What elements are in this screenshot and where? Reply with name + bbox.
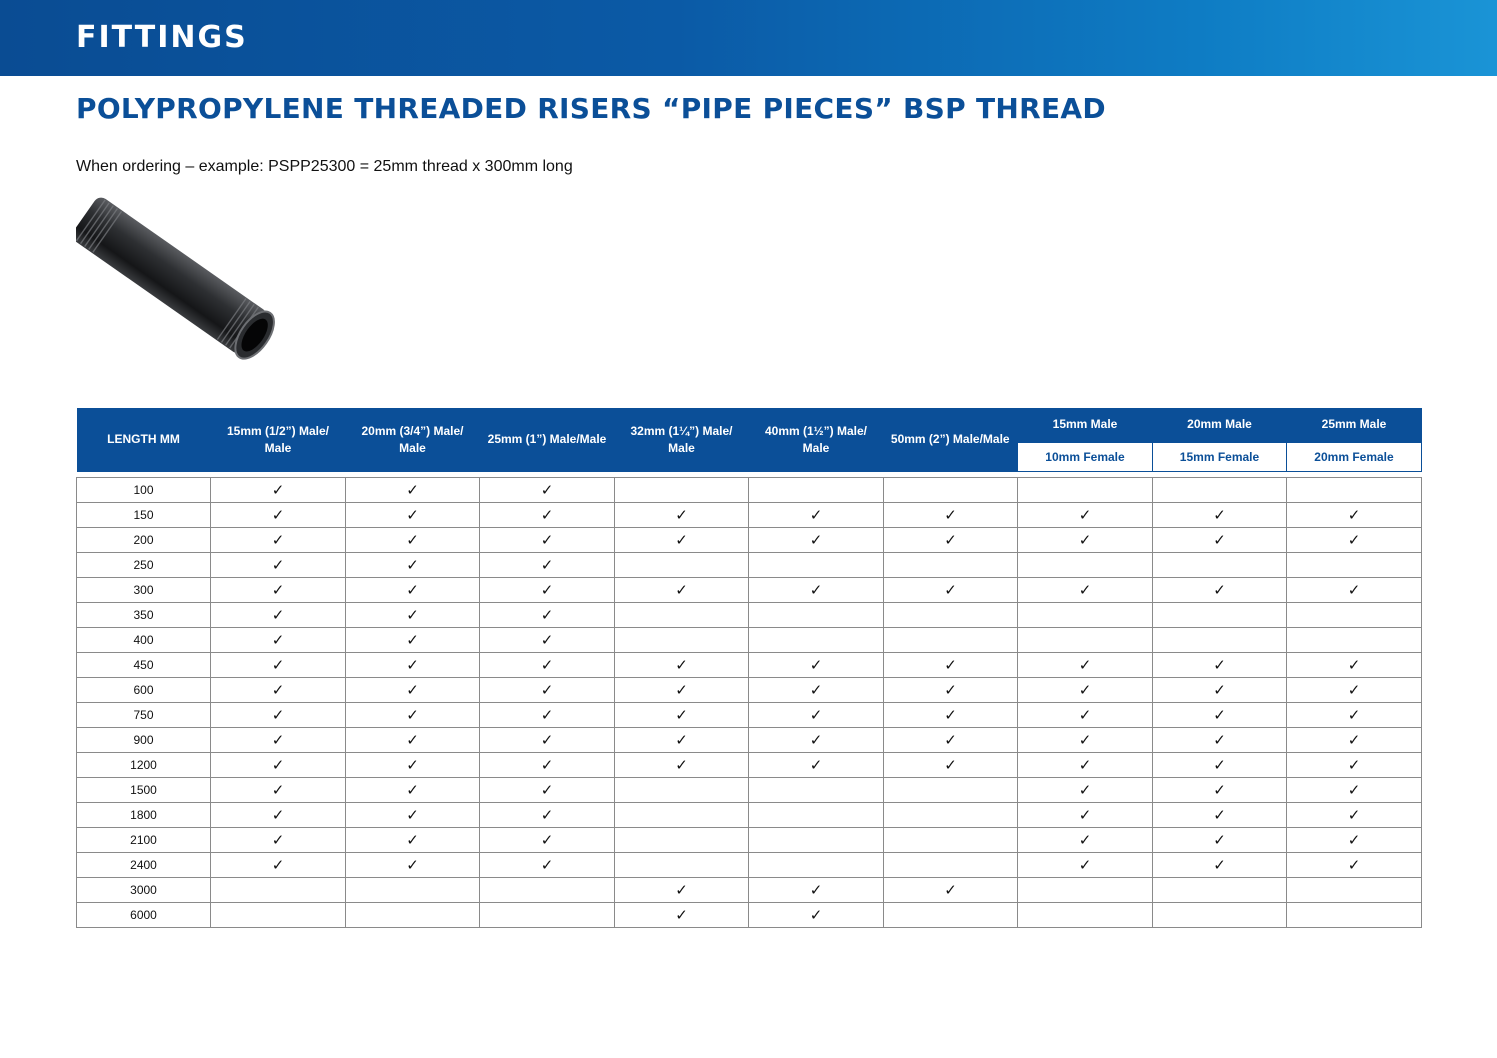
empty-cell [1018, 903, 1153, 928]
empty-cell [615, 603, 749, 628]
table-row [77, 528, 1422, 553]
table-row [77, 603, 1422, 628]
empty-cell [211, 878, 346, 903]
table-body [77, 472, 1422, 928]
check-cell: ✓ [884, 528, 1018, 553]
length-cell: 6000 [77, 903, 211, 928]
check-cell: ✓ [211, 478, 346, 503]
empty-cell [1153, 878, 1287, 903]
empty-cell [1287, 553, 1422, 578]
length-cell: 150 [77, 503, 211, 528]
check-cell: ✓ [211, 828, 346, 853]
check-cell: ✓ [1153, 828, 1287, 853]
check-cell: ✓ [615, 653, 749, 678]
section-title: FITTINGS [76, 20, 248, 55]
empty-cell [615, 628, 749, 653]
empty-cell [1018, 603, 1153, 628]
check-cell: ✓ [1287, 528, 1422, 553]
length-cell: 2100 [77, 828, 211, 853]
column-header: 25mm Male [1287, 408, 1422, 442]
check-cell: ✓ [346, 803, 480, 828]
check-cell: ✓ [346, 778, 480, 803]
empty-cell [480, 903, 615, 928]
check-cell: ✓ [1018, 853, 1153, 878]
check-cell: ✓ [346, 553, 480, 578]
check-cell: ✓ [346, 503, 480, 528]
empty-cell [1018, 553, 1153, 578]
empty-cell [884, 853, 1018, 878]
check-cell: ✓ [480, 578, 615, 603]
check-cell: ✓ [1018, 503, 1153, 528]
table-row [77, 778, 1422, 803]
check-cell: ✓ [749, 703, 884, 728]
check-cell: ✓ [480, 703, 615, 728]
empty-cell [346, 878, 480, 903]
table-row [77, 628, 1422, 653]
check-cell: ✓ [1018, 528, 1153, 553]
check-cell: ✓ [884, 653, 1018, 678]
column-header: 20mm Male [1153, 408, 1287, 442]
empty-cell [884, 478, 1018, 503]
empty-cell [1153, 478, 1287, 503]
length-cell: 1800 [77, 803, 211, 828]
empty-cell [1018, 628, 1153, 653]
check-cell: ✓ [749, 878, 884, 903]
check-cell: ✓ [346, 703, 480, 728]
length-cell: 600 [77, 678, 211, 703]
empty-cell [749, 778, 884, 803]
check-cell: ✓ [346, 628, 480, 653]
check-cell: ✓ [884, 703, 1018, 728]
check-cell: ✓ [1018, 828, 1153, 853]
check-cell: ✓ [1287, 678, 1422, 703]
table-row [77, 478, 1422, 503]
check-cell: ✓ [615, 703, 749, 728]
length-cell: 900 [77, 728, 211, 753]
empty-cell [749, 803, 884, 828]
table-row [77, 578, 1422, 603]
empty-cell [346, 903, 480, 928]
pipe-riser-image [76, 196, 286, 368]
check-cell: ✓ [615, 903, 749, 928]
table-row [77, 828, 1422, 853]
check-cell: ✓ [1287, 503, 1422, 528]
check-cell: ✓ [211, 653, 346, 678]
length-cell: 100 [77, 478, 211, 503]
check-cell: ✓ [615, 503, 749, 528]
check-cell: ✓ [749, 578, 884, 603]
check-cell: ✓ [1287, 653, 1422, 678]
length-cell: 400 [77, 628, 211, 653]
empty-cell [1287, 478, 1422, 503]
column-subheader: 10mm Female [1018, 442, 1153, 472]
check-cell: ✓ [1287, 803, 1422, 828]
table-row [77, 703, 1422, 728]
length-cell: 250 [77, 553, 211, 578]
check-cell: ✓ [1018, 778, 1153, 803]
check-cell: ✓ [615, 528, 749, 553]
length-cell: 450 [77, 653, 211, 678]
check-cell: ✓ [884, 878, 1018, 903]
check-cell: ✓ [1287, 853, 1422, 878]
empty-cell [884, 903, 1018, 928]
check-cell: ✓ [480, 728, 615, 753]
check-cell: ✓ [1153, 678, 1287, 703]
check-cell: ✓ [884, 728, 1018, 753]
check-cell: ✓ [211, 503, 346, 528]
check-cell: ✓ [1287, 728, 1422, 753]
empty-cell [211, 903, 346, 928]
length-cell: 3000 [77, 878, 211, 903]
check-cell: ✓ [1153, 728, 1287, 753]
check-cell: ✓ [615, 753, 749, 778]
check-cell: ✓ [615, 728, 749, 753]
length-cell: 350 [77, 603, 211, 628]
empty-cell [1018, 478, 1153, 503]
empty-cell [749, 828, 884, 853]
empty-cell [884, 803, 1018, 828]
check-cell: ✓ [346, 828, 480, 853]
check-cell: ✓ [1287, 703, 1422, 728]
table-row [77, 678, 1422, 703]
check-cell: ✓ [211, 728, 346, 753]
ordering-note: When ordering – example: PSPP25300 = 25mm thread x 300mm long [76, 158, 573, 175]
table-row [77, 553, 1422, 578]
column-header: 40mm (1½”) Male/ Male [749, 408, 884, 472]
column-header: 20mm (3/4”) Male/ Male [346, 408, 480, 472]
check-cell: ✓ [211, 753, 346, 778]
table-row [77, 653, 1422, 678]
empty-cell [615, 803, 749, 828]
check-cell: ✓ [480, 528, 615, 553]
empty-cell [749, 628, 884, 653]
column-header: 50mm (2”) Male/Male [884, 408, 1018, 472]
check-cell: ✓ [884, 578, 1018, 603]
check-cell: ✓ [480, 828, 615, 853]
length-cell: 1500 [77, 778, 211, 803]
check-cell: ✓ [615, 578, 749, 603]
check-cell: ✓ [884, 753, 1018, 778]
check-cell: ✓ [749, 678, 884, 703]
empty-cell [1153, 553, 1287, 578]
length-cell: 200 [77, 528, 211, 553]
check-cell: ✓ [211, 578, 346, 603]
check-cell: ✓ [749, 728, 884, 753]
empty-cell [1287, 878, 1422, 903]
empty-cell [1153, 903, 1287, 928]
check-cell: ✓ [1018, 653, 1153, 678]
empty-cell [1153, 628, 1287, 653]
check-cell: ✓ [1018, 578, 1153, 603]
check-cell: ✓ [211, 778, 346, 803]
check-cell: ✓ [1153, 653, 1287, 678]
length-cell: 300 [77, 578, 211, 603]
check-cell: ✓ [346, 753, 480, 778]
empty-cell [749, 603, 884, 628]
table-row [77, 803, 1422, 828]
check-cell: ✓ [346, 578, 480, 603]
check-cell: ✓ [211, 703, 346, 728]
page-title: POLYPROPYLENE THREADED RISERS “PIPE PIECES” BSP THREAD [76, 92, 1106, 125]
check-cell: ✓ [211, 628, 346, 653]
check-cell: ✓ [615, 678, 749, 703]
check-cell: ✓ [211, 803, 346, 828]
riser-spec-table [76, 408, 1422, 928]
empty-cell [749, 853, 884, 878]
empty-cell [615, 778, 749, 803]
check-cell: ✓ [1287, 778, 1422, 803]
empty-cell [884, 628, 1018, 653]
column-subheader: 15mm Female [1153, 442, 1287, 472]
check-cell: ✓ [1153, 703, 1287, 728]
column-header: 15mm (1/2”) Male/ Male [211, 408, 346, 472]
check-cell: ✓ [1287, 578, 1422, 603]
check-cell: ✓ [749, 528, 884, 553]
check-cell: ✓ [346, 528, 480, 553]
check-cell: ✓ [346, 653, 480, 678]
check-cell: ✓ [346, 603, 480, 628]
empty-cell [884, 603, 1018, 628]
check-cell: ✓ [480, 653, 615, 678]
length-cell: 750 [77, 703, 211, 728]
empty-cell [615, 478, 749, 503]
check-cell: ✓ [1287, 753, 1422, 778]
check-cell: ✓ [480, 678, 615, 703]
check-cell: ✓ [211, 553, 346, 578]
empty-cell [615, 828, 749, 853]
column-header: 32mm (1¼”) Male/ Male [615, 408, 749, 472]
empty-cell [884, 553, 1018, 578]
length-header: LENGTH MM [77, 408, 211, 472]
check-cell: ✓ [884, 503, 1018, 528]
empty-cell [1287, 903, 1422, 928]
check-cell: ✓ [1287, 828, 1422, 853]
check-cell: ✓ [346, 853, 480, 878]
check-cell: ✓ [211, 678, 346, 703]
check-cell: ✓ [1153, 503, 1287, 528]
check-cell: ✓ [1018, 678, 1153, 703]
check-cell: ✓ [211, 528, 346, 553]
check-cell: ✓ [480, 853, 615, 878]
check-cell: ✓ [1018, 803, 1153, 828]
empty-cell [884, 778, 1018, 803]
check-cell: ✓ [480, 503, 615, 528]
check-cell: ✓ [480, 553, 615, 578]
check-cell: ✓ [749, 653, 884, 678]
check-cell: ✓ [346, 728, 480, 753]
empty-cell [749, 553, 884, 578]
empty-cell [1287, 603, 1422, 628]
empty-cell [1153, 603, 1287, 628]
check-cell: ✓ [1153, 853, 1287, 878]
check-cell: ✓ [480, 803, 615, 828]
table-row [77, 853, 1422, 878]
check-cell: ✓ [615, 878, 749, 903]
column-header: 15mm Male [1018, 408, 1153, 442]
empty-cell [615, 553, 749, 578]
empty-cell [1018, 878, 1153, 903]
empty-cell [615, 853, 749, 878]
check-cell: ✓ [749, 903, 884, 928]
length-cell: 1200 [77, 753, 211, 778]
check-cell: ✓ [1153, 578, 1287, 603]
column-subheader: 20mm Female [1287, 442, 1422, 472]
check-cell: ✓ [480, 603, 615, 628]
check-cell: ✓ [1018, 753, 1153, 778]
check-cell: ✓ [1153, 528, 1287, 553]
check-cell: ✓ [211, 853, 346, 878]
check-cell: ✓ [480, 628, 615, 653]
check-cell: ✓ [480, 778, 615, 803]
check-cell: ✓ [1153, 803, 1287, 828]
empty-cell [884, 828, 1018, 853]
check-cell: ✓ [749, 753, 884, 778]
check-cell: ✓ [480, 478, 615, 503]
empty-cell [480, 878, 615, 903]
table-row [77, 753, 1422, 778]
table-row [77, 728, 1422, 753]
check-cell: ✓ [346, 678, 480, 703]
header-banner [0, 0, 1497, 76]
check-cell: ✓ [346, 478, 480, 503]
table-row [77, 878, 1422, 903]
check-cell: ✓ [884, 678, 1018, 703]
check-cell: ✓ [1018, 703, 1153, 728]
table-row [77, 503, 1422, 528]
check-cell: ✓ [1018, 728, 1153, 753]
check-cell: ✓ [1153, 778, 1287, 803]
check-cell: ✓ [749, 503, 884, 528]
check-cell: ✓ [1153, 753, 1287, 778]
length-cell: 2400 [77, 853, 211, 878]
table-row [77, 903, 1422, 928]
check-cell: ✓ [480, 753, 615, 778]
check-cell: ✓ [211, 603, 346, 628]
column-header: 25mm (1”) Male/Male [480, 408, 615, 472]
empty-cell [749, 478, 884, 503]
empty-cell [1287, 628, 1422, 653]
